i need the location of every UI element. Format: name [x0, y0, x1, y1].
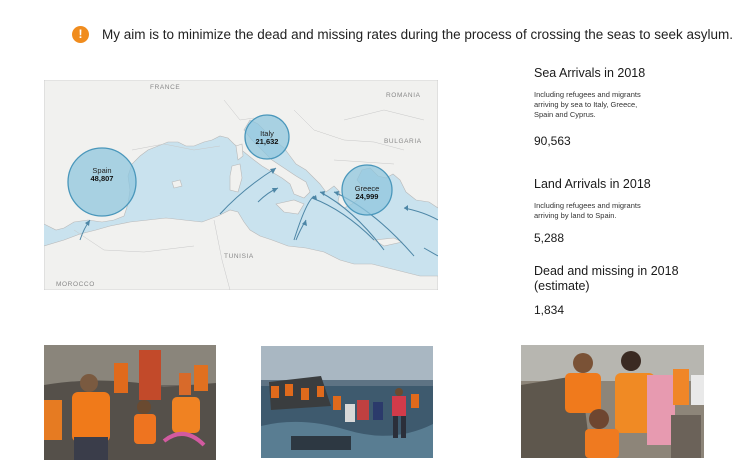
- label-romania: ROMANIA: [386, 92, 421, 99]
- photo-children-life-vests: [44, 345, 216, 460]
- sea-arrivals-block: [534, 66, 734, 148]
- spain-name: Spain: [92, 166, 112, 175]
- dead-missing-title-2: (estimate): [534, 279, 590, 293]
- land-arrivals-title: Land Arrivals in 2018: [534, 177, 651, 191]
- land-arrivals-desc: [534, 201, 734, 221]
- sea-arrivals-value: 90,563: [534, 134, 571, 148]
- label-tunisia: TUNISIA: [224, 253, 254, 260]
- italy-name: Italy: [260, 129, 274, 138]
- dead-missing-title-1: Dead and missing in 2018: [534, 264, 679, 278]
- stats-panel: [534, 66, 734, 317]
- label-morocco: MOROCCO: [56, 281, 95, 288]
- photo-people-wading-ashore: [261, 346, 433, 458]
- dead-missing-block: [534, 264, 734, 317]
- land-arrivals-value: 5,288: [534, 231, 565, 245]
- sea-desc-line1: Including refugees and migrants: [534, 90, 641, 99]
- bubble-greece: [342, 165, 392, 215]
- notice-banner: [72, 22, 733, 46]
- sea-arrivals-desc: [534, 90, 734, 120]
- sea-desc-line2: arriving by sea to Italy, Greece,: [534, 100, 638, 109]
- exclamation-icon: !: [72, 26, 89, 43]
- banner-text: My aim is to minimize the dead and missing rates during the process of crossing the seas to seek asylum.: [102, 26, 734, 42]
- land-desc-line1: Including refugees and migrants: [534, 201, 641, 210]
- greece-name: Greece: [354, 184, 380, 193]
- sea-desc-line3: Spain and Cyprus.: [534, 110, 596, 119]
- photo-girl-life-vest: [521, 345, 704, 458]
- italy-value: 21,632: [255, 137, 279, 146]
- bubble-spain: [68, 148, 136, 216]
- bubble-italy: [245, 115, 289, 159]
- dead-missing-value: 1,834: [534, 303, 565, 317]
- label-france: FRANCE: [150, 84, 181, 91]
- land-desc-line2: arriving by land to Spain.: [534, 211, 617, 220]
- label-bulgaria: BULGARIA: [384, 138, 422, 145]
- mediterranean-map: [44, 80, 438, 290]
- sea-arrivals-title: Sea Arrivals in 2018: [534, 66, 646, 80]
- greece-value: 24,999: [355, 192, 379, 201]
- land-arrivals-block: [534, 177, 734, 245]
- spain-value: 48,807: [90, 174, 114, 183]
